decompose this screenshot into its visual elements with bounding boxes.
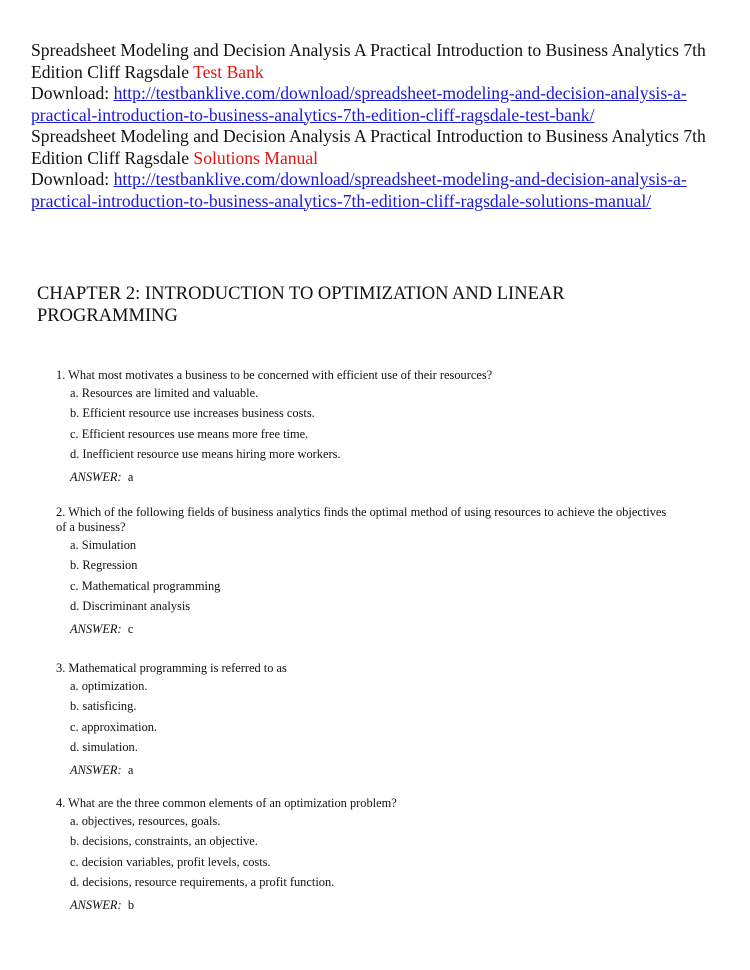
answer-label: ANSWER:	[70, 470, 122, 485]
option-a: a. Simulation	[70, 538, 137, 552]
option-b: b. Regression	[70, 558, 138, 573]
option-b: b. Efficient resource use increases business costs.	[70, 406, 315, 421]
answer-value: a	[127, 763, 134, 778]
solutions-manual-download-line	[31, 169, 711, 212]
option-list	[56, 676, 287, 757]
option-list	[56, 811, 397, 892]
download-label: Download:	[31, 83, 110, 103]
question-stem: 3. Mathematical programming is referred to as	[56, 661, 287, 675]
download-label: Download:	[31, 169, 110, 189]
answer-value: a	[127, 470, 134, 485]
option-d: d. Inefficient resource use means hiring more workers.	[70, 446, 341, 461]
option-b: b. decisions, constraints, an objective.	[70, 834, 258, 849]
question-stem: 1. What most motivates a business to be concerned with efficient use of their resources?	[56, 368, 493, 382]
question-4	[56, 796, 397, 913]
option-d: d. decisions, resource requirements, a profit function.	[70, 874, 335, 889]
answer-label: ANSWER:	[70, 898, 122, 913]
question-stem: 2. Which of the following fields of business analytics finds the optimal method of using resources to achieve the objectives of a business?	[56, 505, 667, 534]
test-bank-download-link[interactable]: http://testbanklive.com/download/spreadsheet-modeling-and-decision-analysis-a-practical-introduction-to-business-analytics-7th-edition-cliff-ragsdale-test-bank/	[31, 83, 687, 125]
source-header	[31, 40, 711, 212]
option-list	[56, 535, 676, 616]
answer-line	[70, 898, 397, 913]
option-c: c. decision variables, profit levels, costs.	[70, 854, 271, 869]
option-b: b. satisficing.	[70, 699, 137, 714]
solutions-manual-tag: Solutions Manual	[193, 147, 319, 168]
answer-value: b	[127, 898, 135, 913]
option-c: c. Efficient resources use means more free time.	[70, 426, 309, 441]
book-title: Spreadsheet Modeling and Decision Analysis A Practical Introduction to Business Analytics 7th Edition Cliff Ragsdale	[31, 40, 706, 82]
option-list	[56, 383, 492, 464]
question-2	[56, 505, 676, 637]
answer-value: c	[127, 622, 134, 637]
option-c: c. approximation.	[70, 719, 158, 734]
test-bank-tag: Test Bank	[193, 61, 264, 82]
question-stem: 4. What are the three common elements of an optimization problem?	[56, 796, 397, 810]
book-title: Spreadsheet Modeling and Decision Analysis A Practical Introduction to Business Analytics 7th Edition Cliff Ragsdale	[31, 126, 706, 168]
option-a: a. Resources are limited and valuable.	[70, 386, 259, 400]
answer-line	[70, 622, 676, 637]
option-d: d. Discriminant analysis	[70, 598, 191, 613]
answer-line	[70, 470, 492, 485]
test-bank-download-line	[31, 83, 711, 126]
option-c: c. Mathematical programming	[70, 578, 221, 593]
chapter-title: CHAPTER 2: INTRODUCTION TO OPTIMIZATION AND LINEAR PROGRAMMING	[37, 284, 565, 326]
test-bank-title-line	[31, 40, 711, 83]
option-a: a. objectives, resources, goals.	[70, 814, 221, 828]
option-a: a. optimization.	[70, 679, 148, 693]
answer-label: ANSWER:	[70, 622, 122, 637]
solutions-manual-title-line	[31, 126, 711, 169]
question-1	[56, 368, 492, 485]
solutions-manual-download-link[interactable]: http://testbanklive.com/download/spreadsheet-modeling-and-decision-analysis-a-practical-introduction-to-business-analytics-7th-edition-cliff-ragsdale-solutions-manual/	[31, 169, 687, 211]
question-3	[56, 661, 287, 778]
option-d: d. simulation.	[70, 739, 138, 754]
answer-label: ANSWER:	[70, 763, 122, 778]
answer-line	[70, 763, 287, 778]
